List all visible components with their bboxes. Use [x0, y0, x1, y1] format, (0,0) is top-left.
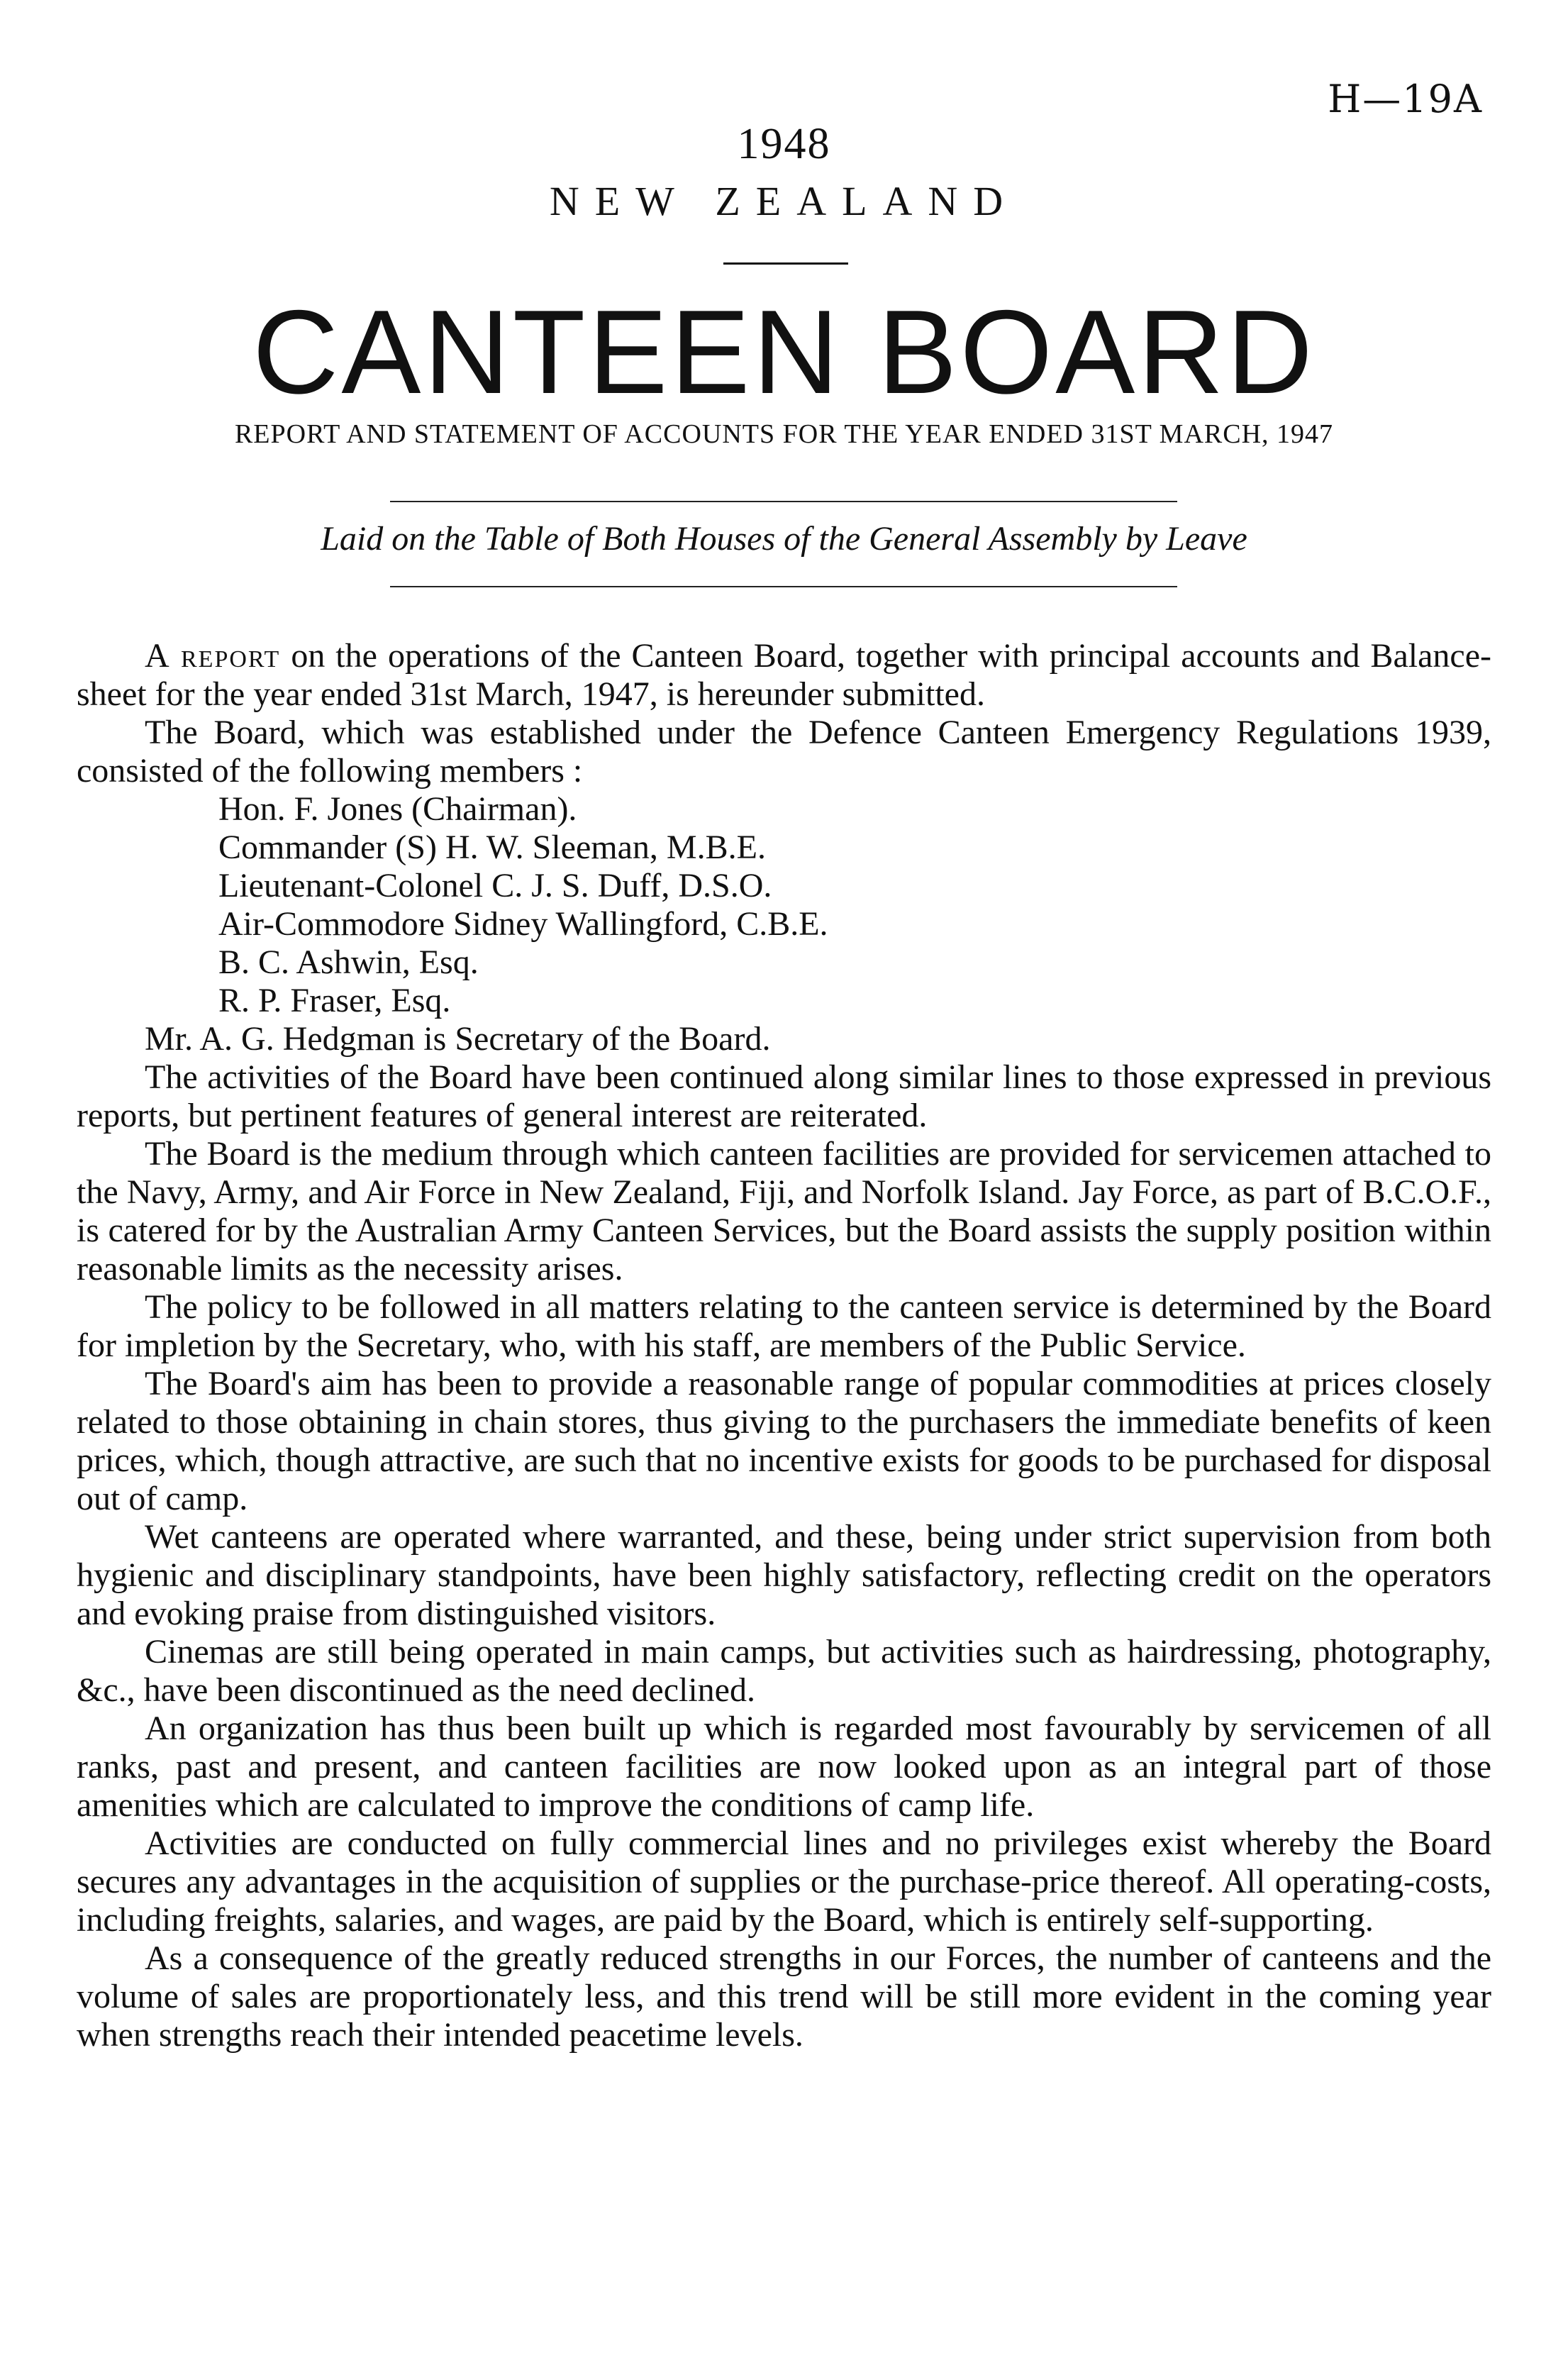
member-item: Hon. F. Jones (Chairman). [218, 790, 577, 828]
member-item: Lieutenant-Colonel C. J. S. Duff, D.S.O. [218, 867, 772, 904]
member-list [218, 790, 1491, 1020]
body-paragraph: An organization has thus been built up which is regarded most favourably by servicemen of all ranks, past and present, and canteen facilities are now looked upon as an integral part of those amenities which are calculated to improve the conditions of camp life. [77, 1710, 1491, 1824]
divider-top [390, 501, 1177, 502]
board-intro-paragraph: The Board, which was established under the Defence Canteen Emergency Regulations 1939, consisted of the following members : [77, 714, 1491, 790]
body-paragraph: Wet canteens are operated where warranted, and these, being under strict supervision from both hygienic and disciplinary standpoints, have been highly satisfactory, reflecting credit on the operators and evoking praise from distinguished visitors. [77, 1518, 1491, 1632]
short-divider [723, 262, 848, 265]
report-subtitle: REPORT AND STATEMENT OF ACCOUNTS FOR THE YEAR ENDED 31ST MARCH, 1947 [234, 419, 1334, 449]
member-item: Air-Commodore Sidney Wallingford, C.B.E. [218, 905, 828, 943]
document-year: 1948 [737, 120, 831, 168]
page-title: CANTEEN BOARD [252, 285, 1316, 419]
laid-on-table-note: Laid on the Table of Both Houses of the General Assembly by Leave [321, 520, 1247, 558]
country-heading: NEW ZEALAND [549, 178, 1019, 224]
body-paragraph: The Board's aim has been to provide a reasonable range of popular commodities at prices closely related to those obtaining in chain stores, thus giving to the purchasers the immediate benefits of keen prices, which, though attractive, are such that no incentive exists for goods to be purchased for disposal out of camp. [77, 1365, 1491, 1517]
member-item: Commander (S) H. W. Sleeman, M.B.E. [218, 829, 766, 866]
member-item: R. P. Fraser, Esq. [218, 982, 451, 1019]
divider-bottom [390, 586, 1177, 587]
member-item: B. C. Ashwin, Esq. [218, 943, 479, 981]
intro-text: on the operations of the Canteen Board, together with principal accounts and Balance-sheet for the year ended 31st March, 1947, is hereunder submitted. [77, 637, 1491, 713]
report-body [77, 637, 1491, 2054]
body-paragraph: Activities are conducted on fully commercial lines and no privileges exist whereby the Board secures any advantages in the acquisition of supplies or the purchase-price thereof. All operating-costs, including freights, salaries, and wages, are paid by the Board, which is entirely self-supporting. [77, 1824, 1491, 1939]
body-paragraph: The Board is the medium through which canteen facilities are provided for servicemen attached to the Navy, Army, and Air Force in New Zealand, Fiji, and Norfolk Island. Jay Force, as part of B.C.O.F., is catered for by the Australian Army Canteen Services, but the Board assists the supply position within reasonable limits as the necessity arises. [77, 1135, 1491, 1288]
body-paragraph: Cinemas are still being operated in main camps, but activities such as hairdressing, photography, &c., have been discontinued as the need declined. [77, 1633, 1491, 1709]
body-paragraph: As a consequence of the greatly reduced strengths in our Forces, the number of canteens and the volume of sales are proportionately less, and this trend will be still more evident in the coming year when strengths reach their intended peacetime levels. [77, 1939, 1491, 2054]
intro-lead-word: A report [145, 637, 281, 675]
document-code: H—19A [1328, 77, 1483, 121]
body-paragraph: The policy to be followed in all matters relating to the canteen service is determined by the Board for impletion by the Secretary, who, with his staff, are members of the Public Service. [77, 1288, 1491, 1364]
intro-paragraph [77, 637, 1491, 714]
secretary-paragraph: Mr. A. G. Hedgman is Secretary of the Board. [145, 1020, 771, 1058]
body-paragraph: The activities of the Board have been continued along similar lines to those expressed in previous reports, but pertinent features of general interest are reiterated. [77, 1058, 1491, 1134]
